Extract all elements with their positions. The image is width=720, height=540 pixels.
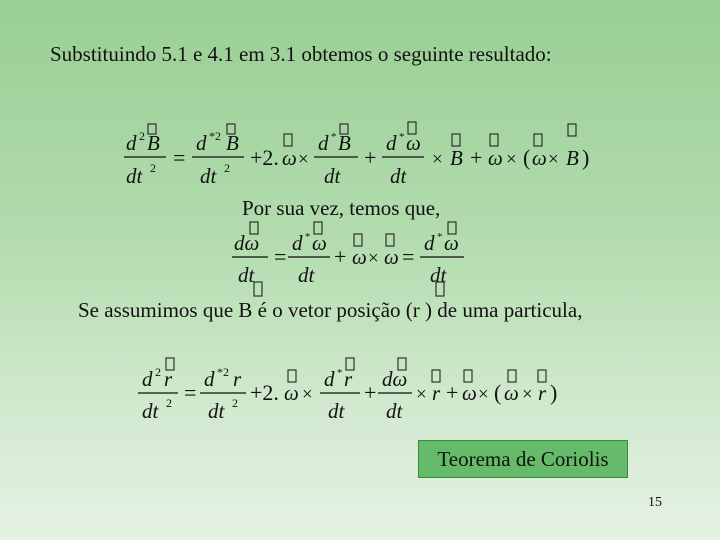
page-number: 15 [648,495,662,510]
svg-text:*: * [399,131,405,143]
svg-text:(: ( [494,380,502,405]
svg-text:+: + [446,380,459,405]
svg-text:d: d [386,131,397,155]
svg-text:): ) [550,380,558,405]
svg-text:ω: ω [282,146,297,170]
svg-text:+: + [364,380,377,405]
svg-text:r: r [432,381,441,405]
svg-text:×: × [298,149,309,170]
note-se-assumimos: Se assumimos que B é o vetor posição (r ) de uma particula, [78,298,583,322]
equation-1 [120,120,590,195]
svg-text:×: × [548,149,559,170]
svg-text:ω: ω [406,131,421,155]
note-por-sua-vez: Por sua vez, temos que, [242,196,441,220]
svg-text:B: B [338,131,351,155]
svg-text:d: d [196,131,207,155]
svg-text:d: d [424,231,435,255]
svg-text:+2.: +2. [250,145,279,170]
svg-text:ω: ω [384,245,399,269]
svg-text:r: r [344,367,353,391]
svg-text:): ) [582,145,590,170]
svg-text:B: B [566,146,579,170]
svg-text:dt: dt [324,164,341,188]
svg-text:2: 2 [224,161,230,175]
svg-text:+: + [364,145,377,170]
svg-text:×: × [302,384,313,405]
svg-text:r: r [538,381,547,405]
svg-text:+: + [334,244,347,269]
svg-text:×: × [478,384,489,405]
svg-text:ω: ω [352,245,367,269]
svg-text:=: = [402,244,415,269]
svg-text:dt: dt [430,263,447,287]
svg-text:dt: dt [142,399,159,423]
svg-text:dt: dt [200,164,217,188]
svg-text:ω: ω [284,381,299,405]
svg-text:=: = [184,380,197,405]
svg-text:×: × [416,384,427,405]
svg-text:=: = [173,145,186,170]
svg-text:dt: dt [390,164,407,188]
vector-arrow-marks [250,282,450,302]
svg-text:×: × [522,384,533,405]
svg-text:B: B [147,131,160,155]
svg-text:ω: ω [462,381,477,405]
svg-text:×: × [368,248,379,269]
svg-text:(: ( [523,145,531,170]
svg-text:dt: dt [386,399,403,423]
svg-text:dω: dω [382,367,408,391]
equation-3 [134,356,574,428]
svg-text:*: * [305,231,311,243]
svg-text:×: × [432,149,443,170]
svg-text:*: * [337,367,343,379]
svg-text:ω: ω [312,231,327,255]
svg-text:*: * [331,131,337,143]
svg-text:ω: ω [532,146,547,170]
svg-text:=: = [274,244,287,269]
svg-text:r: r [164,367,173,391]
svg-text:ω: ω [444,231,459,255]
svg-text:ω: ω [504,381,519,405]
svg-text:*2: *2 [217,365,229,379]
svg-text:dt: dt [328,399,345,423]
svg-text:2: 2 [139,129,145,143]
svg-text:d: d [126,131,137,155]
svg-text:*2: *2 [209,129,221,143]
svg-text:2: 2 [232,396,238,410]
svg-text:r: r [233,367,242,391]
svg-text:dt: dt [238,263,255,287]
svg-text:d: d [324,367,335,391]
svg-text:+: + [470,145,483,170]
svg-text:B: B [450,146,463,170]
svg-text:dt: dt [298,263,315,287]
svg-text:ω: ω [488,146,503,170]
svg-text:2: 2 [155,365,161,379]
svg-text:d: d [142,367,153,391]
slide-title: Substituindo 5.1 e 4.1 em 3.1 obtemos o seguinte resultado: [50,42,552,66]
svg-text:×: × [506,149,517,170]
svg-text:dt: dt [126,164,143,188]
svg-text:B: B [226,131,239,155]
svg-text:2: 2 [166,396,172,410]
coriolis-label-box [418,440,628,478]
svg-text:+2.: +2. [250,380,279,405]
svg-text:dω: dω [234,231,260,255]
svg-text:d: d [292,231,303,255]
svg-text:d: d [204,367,215,391]
svg-text:d: d [318,131,329,155]
svg-text:2: 2 [150,161,156,175]
svg-text:dt: dt [208,399,225,423]
svg-text:*: * [437,231,443,243]
coriolis-label: Teorema de Coriolis [437,446,609,471]
